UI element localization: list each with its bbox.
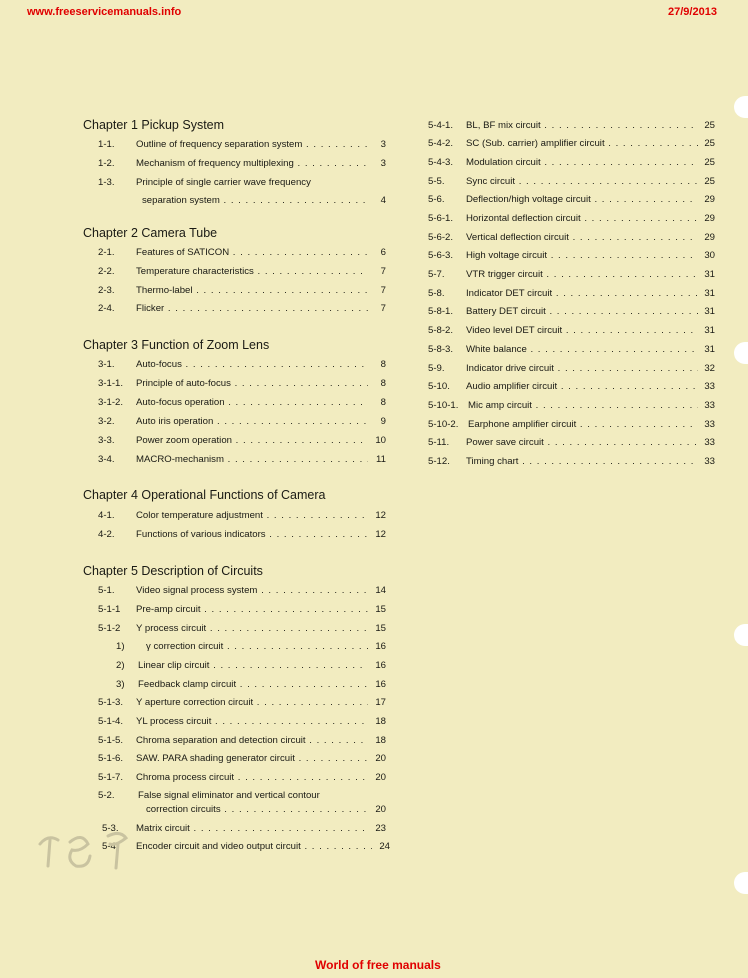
toc-entry xyxy=(98,194,386,208)
punch-hole xyxy=(734,624,748,646)
handwriting-scribble-icon xyxy=(36,826,146,876)
entry-number: 5-1-5. xyxy=(98,735,124,746)
toc-entry xyxy=(98,678,386,692)
entry-number: 1) xyxy=(116,641,125,652)
entry-title: Functions of various indicators . . . xyxy=(136,528,368,542)
entry-title-line1: False signal eliminator and vertical contour xyxy=(138,790,320,801)
entry-title: Earphone amplifier circuit . . . xyxy=(468,418,698,432)
toc-entry xyxy=(98,415,386,429)
entry-number: 3-2. xyxy=(98,416,115,427)
footer-link[interactable]: World of free manuals xyxy=(315,958,441,972)
entry-number: 3) xyxy=(116,679,125,690)
entry-number: 5-6. xyxy=(428,194,445,205)
entry-number: 1-3. xyxy=(98,177,115,188)
entry-page: 25 xyxy=(704,138,715,149)
toc-entry xyxy=(428,249,715,263)
entry-number: 5-10-2. xyxy=(428,419,459,430)
header-url-link[interactable]: www.freeservicemanuals.info xyxy=(27,6,182,18)
toc-entry xyxy=(98,715,386,729)
toc-entry xyxy=(428,268,715,282)
entry-title: Features of SATICON . . . xyxy=(136,246,368,260)
entry-title: Matrix circuit . . . xyxy=(136,822,368,836)
entry-title: Principle of auto-focus . . . xyxy=(136,377,368,391)
toc-entry xyxy=(428,455,715,469)
toc-entry xyxy=(98,603,386,617)
entry-number: 5-8. xyxy=(428,288,445,299)
entry-number: 1-2. xyxy=(98,158,115,169)
entry-page: 14 xyxy=(375,585,386,596)
punch-hole xyxy=(734,96,748,118)
entry-number: 5-4-2. xyxy=(428,138,454,149)
toc-entry xyxy=(428,156,715,170)
entry-number: 3-4. xyxy=(98,454,115,465)
entry-title: Mic amp circuit . . . xyxy=(468,399,698,413)
entry-title: correction circuits . . . xyxy=(146,803,368,817)
entry-number: 5-8-3. xyxy=(428,344,454,355)
entry-title: Modulation circuit . . . xyxy=(466,156,698,170)
entry-title: Auto iris operation . . . xyxy=(136,415,368,429)
entry-title: Battery DET circuit . . . xyxy=(466,305,698,319)
toc-entry xyxy=(428,119,715,133)
entry-title: Mechanism of frequency multiplexing . . . xyxy=(136,157,368,171)
entry-title: Encoder circuit and video output circuit . . . xyxy=(136,840,372,854)
chapter-2-heading: Chapter 2 Camera Tube xyxy=(83,226,218,240)
toc-entry xyxy=(428,324,715,338)
entry-number: 2-1. xyxy=(98,247,115,258)
entry-title: Linear clip circuit . . . xyxy=(138,659,368,673)
entry-number: 5-1-6. xyxy=(98,753,124,764)
toc-entry xyxy=(428,193,715,207)
entry-title: Chroma process circuit . . . xyxy=(136,771,368,785)
entry-title: SAW. PARA shading generator circuit . . . xyxy=(136,752,368,766)
entry-title: Y aperture correction circuit . . . xyxy=(136,696,368,710)
entry-page: 7 xyxy=(380,303,386,314)
toc-entry xyxy=(98,358,386,372)
entry-number: 5-10. xyxy=(428,381,450,392)
toc-entry xyxy=(98,157,386,171)
toc-entry xyxy=(428,436,715,450)
entry-number: 5-8-2. xyxy=(428,325,454,336)
entry-page: 11 xyxy=(376,454,386,465)
toc-entry xyxy=(428,343,715,357)
entry-page: 33 xyxy=(704,456,715,467)
entry-number: 5-7. xyxy=(428,269,445,280)
entry-page: 30 xyxy=(704,250,715,261)
chapter-4-heading: Chapter 4 Operational Functions of Camera xyxy=(83,488,326,502)
toc-entry xyxy=(98,528,386,542)
entry-title: VTR trigger circuit . . . xyxy=(466,268,698,282)
toc-entry xyxy=(428,380,715,394)
entry-page: 32 xyxy=(704,363,715,374)
toc-entry xyxy=(428,137,715,151)
entry-title: Sync circuit . . . xyxy=(466,175,698,189)
entry-page: 31 xyxy=(704,325,715,336)
entry-page: 29 xyxy=(704,213,715,224)
toc-entry xyxy=(98,138,386,152)
entry-title: White balance . . . xyxy=(466,343,698,357)
entry-page: 8 xyxy=(380,378,386,389)
toc-entry xyxy=(98,396,386,410)
toc-entry xyxy=(428,418,715,432)
entry-number: 5-6-3. xyxy=(428,250,454,261)
toc-entry xyxy=(98,377,386,391)
entry-number: 5-4-3. xyxy=(428,157,454,168)
entry-page: 24 xyxy=(379,841,390,852)
entry-page: 23 xyxy=(375,823,386,834)
toc-entry xyxy=(428,399,715,413)
entry-title: Feedback clamp circuit . . . xyxy=(138,678,368,692)
entry-page: 3 xyxy=(380,158,386,169)
entry-title: BL, BF mix circuit . . . xyxy=(466,119,698,133)
header-date: 27/9/2013 xyxy=(668,6,717,18)
entry-page: 29 xyxy=(704,194,715,205)
entry-title: Audio amplifier circuit . . . xyxy=(466,380,698,394)
entry-number: 3-1-2. xyxy=(98,397,124,408)
entry-number: 3-3. xyxy=(98,435,115,446)
entry-number: 5-1. xyxy=(98,585,115,596)
entry-number: 5-1-1 xyxy=(98,604,121,615)
toc-entry xyxy=(98,803,386,817)
entry-title: Indicator DET circuit . . . xyxy=(466,287,698,301)
entry-page: 16 xyxy=(375,679,386,690)
entry-page: 12 xyxy=(375,510,386,521)
toc-entry xyxy=(98,584,386,598)
entry-number: 5-6-2. xyxy=(428,232,454,243)
entry-number: 3-1-1. xyxy=(98,378,124,389)
entry-number: 5-4-1. xyxy=(428,120,454,131)
toc-entry xyxy=(98,640,386,654)
entry-title: Indicator drive circuit . . . xyxy=(466,362,698,376)
entry-title: Horizontal deflection circuit . . . xyxy=(466,212,698,226)
punch-hole xyxy=(734,342,748,364)
toc-entry xyxy=(428,305,715,319)
entry-title: Power save circuit . . . xyxy=(466,436,698,450)
chapter-1-heading: Chapter 1 Pickup System xyxy=(83,118,225,132)
toc-entry xyxy=(98,509,386,523)
entry-number: 5-1-4. xyxy=(98,716,124,727)
entry-number: 5-1-2 xyxy=(98,623,121,634)
entry-title-line1: Principle of single carrier wave frequency xyxy=(136,177,311,188)
entry-number: 2) xyxy=(116,660,125,671)
toc-entry xyxy=(98,771,386,785)
toc-entry xyxy=(428,362,715,376)
entry-page: 15 xyxy=(375,604,386,615)
entry-title: separation system . . . xyxy=(142,194,368,208)
entry-page: 31 xyxy=(704,288,715,299)
toc-entry xyxy=(98,434,386,448)
toc-entry xyxy=(98,752,386,766)
toc-entry xyxy=(98,453,386,467)
entry-page: 33 xyxy=(704,437,715,448)
entry-title: Power zoom operation . . . xyxy=(136,434,368,448)
entry-number: 5-12. xyxy=(428,456,450,467)
entry-title: YL process circuit . . . xyxy=(136,715,368,729)
entry-number: 5-9. xyxy=(428,363,445,374)
entry-number: 5-8-1. xyxy=(428,306,454,317)
entry-page: 3 xyxy=(380,139,386,150)
entry-title: Timing chart . . . xyxy=(466,455,698,469)
entry-number: 2-2. xyxy=(98,266,115,277)
entry-page: 18 xyxy=(375,716,386,727)
entry-page: 7 xyxy=(380,266,386,277)
entry-page: 7 xyxy=(380,285,386,296)
entry-page: 31 xyxy=(704,269,715,280)
toc-entry xyxy=(98,246,386,260)
entry-number: 3-1. xyxy=(98,359,115,370)
entry-title: MACRO-mechanism . . . xyxy=(136,453,368,467)
entry-title: Pre-amp circuit . . . xyxy=(136,603,368,617)
entry-title: Temperature characteristics . . . xyxy=(136,265,368,279)
entry-title: γ correction circuit . . . xyxy=(146,640,368,654)
entry-title: Auto-focus operation . . . xyxy=(136,396,368,410)
toc-entry xyxy=(98,696,386,710)
entry-title: Vertical deflection circuit . . . xyxy=(466,231,698,245)
entry-page: 25 xyxy=(704,157,715,168)
entry-page: 8 xyxy=(380,397,386,408)
entry-page: 15 xyxy=(375,623,386,634)
entry-page: 12 xyxy=(375,529,386,540)
entry-page: 10 xyxy=(375,435,386,446)
entry-title: Deflection/high voltage circuit . . . xyxy=(466,193,698,207)
toc-entry xyxy=(98,622,386,636)
entry-number: 2-3. xyxy=(98,285,115,296)
entry-number: 4-1. xyxy=(98,510,115,521)
entry-number: 5-5. xyxy=(428,176,445,187)
entry-page: 20 xyxy=(375,804,386,815)
entry-number: 2-4. xyxy=(98,303,115,314)
entry-page: 16 xyxy=(375,660,386,671)
toc-entry xyxy=(428,212,715,226)
entry-number: 5-4. xyxy=(102,841,119,852)
entry-page: 31 xyxy=(704,344,715,355)
entry-page: 33 xyxy=(704,381,715,392)
entry-page: 17 xyxy=(375,697,386,708)
entry-number: 5-11. xyxy=(428,437,450,448)
punch-hole xyxy=(734,872,748,894)
toc-entry xyxy=(98,659,386,673)
toc-entry xyxy=(98,265,386,279)
entry-number: 1-1. xyxy=(98,139,115,150)
entry-page: 25 xyxy=(704,120,715,131)
entry-number: 5-2. xyxy=(98,790,115,801)
entry-title: Outline of frequency separation system . . . xyxy=(136,138,368,152)
chapter-5-heading: Chapter 5 Description of Circuits xyxy=(83,564,263,578)
entry-page: 18 xyxy=(375,735,386,746)
entry-page: 33 xyxy=(704,400,715,411)
entry-page: 6 xyxy=(380,247,386,258)
entry-title: Chroma separation and detection circuit . . . xyxy=(136,734,368,748)
entry-number: 5-6-1. xyxy=(428,213,454,224)
toc-entry xyxy=(98,734,386,748)
entry-page: 31 xyxy=(704,306,715,317)
entry-page: 16 xyxy=(375,641,386,652)
entry-page: 33 xyxy=(704,419,715,430)
entry-title: SC (Sub. carrier) amplifier circuit . . . xyxy=(466,137,698,151)
entry-page: 25 xyxy=(704,176,715,187)
toc-entry xyxy=(428,175,715,189)
entry-page: 20 xyxy=(375,772,386,783)
entry-page: 4 xyxy=(380,195,386,206)
entry-title: Color temperature adjustment . . . xyxy=(136,509,368,523)
entry-number: 4-2. xyxy=(98,529,115,540)
entry-number: 5-3. xyxy=(102,823,119,834)
entry-title: Video level DET circuit . . . xyxy=(466,324,698,338)
toc-entry xyxy=(98,284,386,298)
entry-page: 9 xyxy=(380,416,386,427)
toc-entry xyxy=(428,287,715,301)
entry-number: 5-1-7. xyxy=(98,772,124,783)
toc-entry xyxy=(98,302,386,316)
toc-entry xyxy=(428,231,715,245)
entry-number: 5-10-1. xyxy=(428,400,459,411)
entry-page: 20 xyxy=(375,753,386,764)
entry-page: 29 xyxy=(704,232,715,243)
entry-title: Video signal process system . . . xyxy=(136,584,368,598)
entry-page: 8 xyxy=(380,359,386,370)
entry-title: Auto-focus . . . xyxy=(136,358,368,372)
entry-title: Thermo-label . . . xyxy=(136,284,368,298)
entry-number: 5-1-3. xyxy=(98,697,124,708)
entry-title: High voltage circuit . . . xyxy=(466,249,698,263)
entry-title: Y process circuit . . . xyxy=(136,622,368,636)
chapter-3-heading: Chapter 3 Function of Zoom Lens xyxy=(83,338,270,352)
entry-title: Flicker . . . xyxy=(136,302,368,316)
